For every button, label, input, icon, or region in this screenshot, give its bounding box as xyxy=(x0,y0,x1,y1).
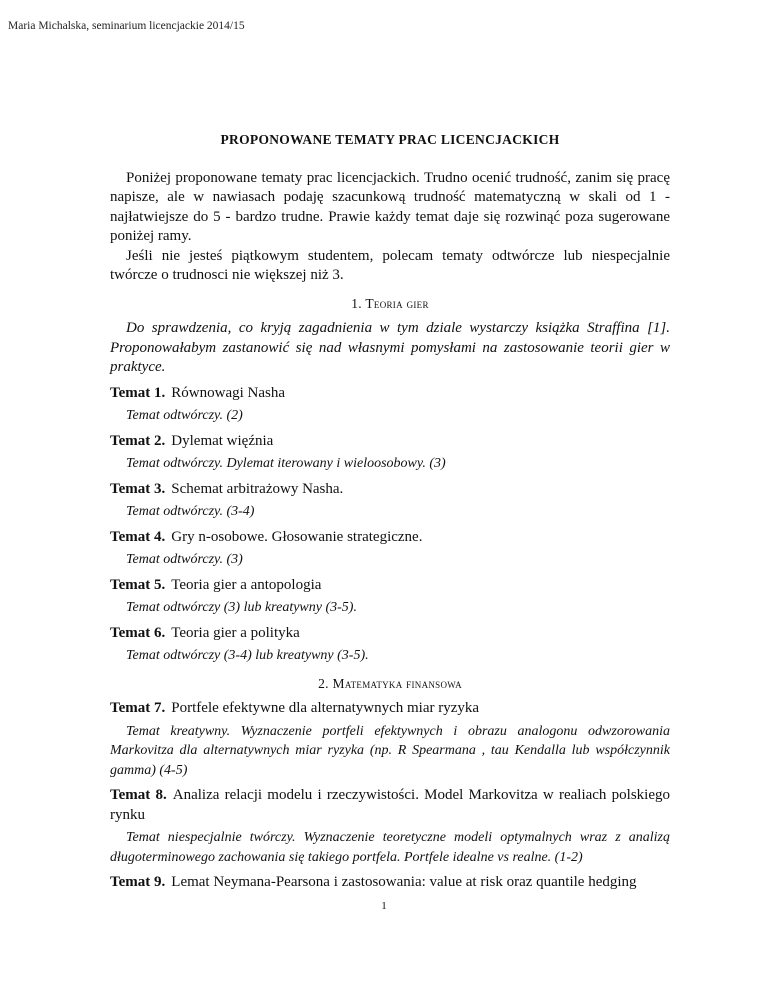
topic-label: Temat 1. xyxy=(110,384,166,401)
topic-title: Lemat Neymana-Pearsona i zastosowania: value at risk oraz quantile hedging xyxy=(171,874,637,890)
page-body xyxy=(110,130,670,896)
topic-desc: Temat kreatywny. Wyznaczenie portfeli efektywnych i obrazu analogonu odwzorowania Markovitza dla alternatywnych miar ryzyka (np. R Spearmana , tau Kendalla lub współczynnik gamma) (4-5) xyxy=(110,723,670,778)
page-number: 1 xyxy=(381,900,387,912)
section-intro: Do sprawdzenia, co kryją zagadnienia w tym dziale wystarczy książka Straffina [1]. Proponowałabym zastanowić się nad własnymi pomysłami na zastosowanie teorii gier w praktyce. xyxy=(110,320,670,375)
topic xyxy=(110,432,670,474)
topic-title: Dylemat więźnia xyxy=(171,432,274,449)
running-header: Maria Michalska, seminarium licencjackie 2014/15 xyxy=(8,20,245,32)
topic-desc: Temat odtwórczy. (3) xyxy=(126,552,243,567)
topic-label: Temat 8. xyxy=(110,787,167,803)
topic-label: Temat 9. xyxy=(110,874,166,890)
topic xyxy=(110,786,670,867)
intro-paragraph: Poniżej proponowane tematy prac licencjackich. Trudno ocenić trudność, zanim się pracę napisze, ale w nawiasach podaję szacunkową trudność matematyczną w skali od 1 - najłatwiejsze do 5 - bardzo trudne. Prawie każdy temat daje się rozwinąć poza sugerowane poniżej ramy. xyxy=(110,169,670,244)
topic xyxy=(110,624,670,666)
topic-title: Teoria gier a antopologia xyxy=(171,576,322,593)
topic-desc: Temat odtwórczy. (2) xyxy=(126,408,243,423)
topic-label: Temat 7. xyxy=(110,700,166,716)
topic xyxy=(110,528,670,570)
topic-label: Temat 5. xyxy=(110,576,166,593)
topic-desc: Temat odtwórczy (3-4) lub kreatywny (3-5). xyxy=(126,648,369,663)
topic-title: Teoria gier a polityka xyxy=(171,624,300,641)
topic-label: Temat 3. xyxy=(110,480,166,497)
document-title: PROPONOWANE TEMATY PRAC LICENCJACKICH xyxy=(220,132,560,147)
section-title: 1. Teoria gier xyxy=(351,295,429,311)
section-title: 2. Matematyka finansowa xyxy=(318,675,462,691)
topic-desc: Temat odtwórczy. (3-4) xyxy=(126,504,255,519)
topic xyxy=(110,480,670,522)
topic-desc: Temat odtwórczy (3) lub kreatywny (3-5). xyxy=(126,600,357,615)
topic-title: Schemat arbitrażowy Nasha. xyxy=(171,480,344,497)
topic-title: Równowagi Nasha xyxy=(171,384,286,401)
intro-paragraph: Jeśli nie jesteś piątkowym studentem, polecam tematy odtwórcze lub niespecjalnie twórcze o trudnosci nie większej niż 3. xyxy=(110,247,670,283)
topic xyxy=(110,699,670,780)
topic xyxy=(110,873,670,893)
topic-desc: Temat niespecjalnie twórczy. Wyznaczenie teoretyczne modeli optymalnych wraz z analizą długoterminowego zachowania się takiego portfela. Portfele idealne vs realne. (1-2) xyxy=(110,830,670,865)
topic-desc: Temat odtwórczy. Dylemat iterowany i wieloosobowy. (3) xyxy=(126,456,446,471)
topic xyxy=(110,576,670,618)
topic-title: Gry n-osobowe. Głosowanie strategiczne. xyxy=(171,528,423,545)
intro xyxy=(110,169,670,286)
topic-title: Portfele efektywne dla alternatywnych miar ryzyka xyxy=(171,700,480,716)
topic-label: Temat 4. xyxy=(110,528,166,545)
topic xyxy=(110,384,670,426)
topic-label: Temat 2. xyxy=(110,432,166,449)
topic-label: Temat 6. xyxy=(110,624,166,641)
topic-title: Analiza relacji modelu i rzeczywistości. Model Markovitza w realiach polskiego rynku xyxy=(110,787,670,823)
